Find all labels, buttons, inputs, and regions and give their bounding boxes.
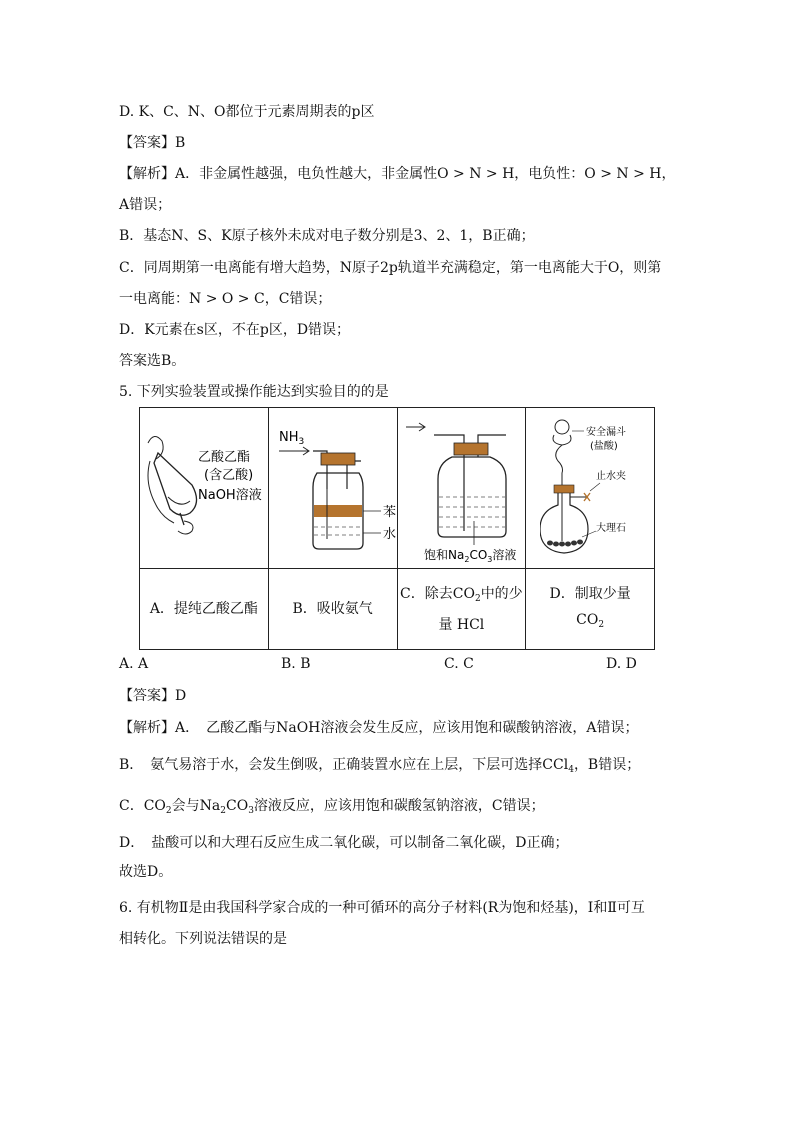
caption-d — [526, 569, 655, 650]
caption-c-text-end: 中的少 — [480, 585, 523, 602]
analysis-text: CO — [225, 798, 249, 814]
choice-a[interactable]: A. A — [119, 656, 149, 672]
caption-d-subscript: 2 — [598, 619, 605, 630]
fig-a-label-2: (含乙酸) — [204, 468, 254, 483]
fig-d-funnel-sub-label: (盐酸) — [590, 441, 618, 452]
fig-b-upper-label: 苯 — [382, 505, 396, 520]
q5-analysis-c — [119, 796, 545, 821]
analysis-text-end: ，B错误； — [573, 757, 641, 773]
fig-b-lower-label: 水 — [382, 527, 396, 542]
figure-c-cell — [397, 408, 526, 569]
q4-analysis-c-cont: 一电离能：N > O > C，C错误； — [119, 291, 332, 307]
answer-label: 【答案】 — [119, 135, 175, 151]
caption-b: B．吸收氨气 — [268, 569, 397, 650]
fig-b-gas-label: $NH_3$ — [278, 430, 304, 447]
q5-choices — [119, 656, 639, 676]
answer-value: D — [175, 688, 187, 704]
subscript: 4 — [568, 765, 574, 775]
analysis-label: 【解析】 — [119, 166, 175, 182]
fig-c-solution-label: 饱和$Na_2CO_3$溶液 — [423, 548, 516, 563]
co2-generator-figure — [540, 413, 640, 563]
answer-value: B — [175, 135, 186, 151]
caption-c-subscript: 2 — [474, 593, 481, 604]
analysis-text-end: 溶液反应，应该用饱和碳酸氢钠溶液，C错误； — [253, 798, 545, 814]
figure-d-cell — [526, 408, 655, 569]
separatory-funnel-figure — [140, 413, 268, 563]
analysis-text: 会与Na — [171, 798, 221, 814]
caption-c-line-2: 量 HCl — [438, 616, 485, 633]
q4-conclusion: 答案选B。 — [119, 353, 186, 369]
gas-absorption-bottle-figure — [269, 413, 409, 563]
q4-analysis-c: C．同周期第一电离能有增大趋势，N原子2p轨道半充满稳定，第一电离能大于O，则第 — [119, 260, 662, 276]
answer-label: 【答案】 — [119, 688, 175, 704]
subscript: 3 — [248, 806, 254, 816]
caption-c-text: C．除去CO — [400, 585, 475, 602]
figure-a-cell — [140, 408, 269, 569]
fig-a-label-3: NaOH溶液 — [198, 488, 262, 503]
fig-d-funnel-label: 安全漏斗 — [586, 427, 627, 438]
caption-c — [397, 569, 526, 650]
analysis-text: A．非金属性越强，电负性越大，非金属性O > N > H，电负性：O > N > H， — [175, 166, 676, 182]
q4-analysis-d: D．K元素在s区，不在p区，D错误； — [119, 322, 351, 338]
analysis-text: C．CO — [119, 798, 166, 814]
analysis-label: 【解析】 — [119, 720, 175, 736]
q4-option-d: D. K、C、N、O都位于元素周期表的p区 — [119, 104, 375, 120]
q5-answer — [119, 686, 186, 706]
q5-analysis-a — [119, 718, 639, 738]
q4-answer — [119, 133, 185, 153]
analysis-text: B． 氨气易溶于水，会发生倒吸，正确装置水应在上层，下层可选择CCl — [119, 757, 569, 773]
q5-stem: 5. 下列实验装置或操作能达到实验目的的是 — [119, 384, 389, 400]
figure-b-cell — [268, 408, 397, 569]
gas-washing-bottle-figure — [398, 413, 540, 563]
q4-analysis-b: B．基态N、S、K原子核外未成对电子数分别是3、2、1，B正确； — [119, 228, 535, 244]
choice-d[interactable]: D. D — [606, 656, 637, 672]
choice-b[interactable]: B. B — [281, 656, 311, 672]
subscript: 2 — [165, 806, 172, 816]
subscript: 2 — [220, 806, 226, 816]
q5-conclusion: 故选D。 — [119, 864, 173, 880]
fig-a-label-1: 乙酸乙酯 — [198, 450, 251, 465]
q5-analysis-d: D． 盐酸可以和大理石反应生成二氧化碳，可以制备二氧化碳，D正确； — [119, 835, 569, 851]
analysis-text: A． 乙酸乙酯与NaOH溶液会发生反应，应该用饱和碳酸钠溶液，A错误； — [175, 720, 639, 736]
fig-d-clamp-label: 止水夹 — [596, 471, 627, 482]
caption-d-line-2: CO — [576, 611, 599, 628]
apparatus-table — [139, 407, 655, 650]
caption-a: A．提纯乙酸乙酯 — [140, 569, 269, 650]
q4-analysis-a — [119, 164, 676, 184]
fig-d-solid-label: 大理石 — [596, 523, 627, 534]
q6-stem-line-1: 6. 有机物Ⅱ是由我国科学家合成的一种可循环的高分子材料(R为饱和烃基)，Ⅰ和Ⅱ可互 — [119, 900, 645, 916]
q6-stem-line-2: 相转化。下列说法错误的是 — [119, 931, 287, 947]
q4-analysis-a-cont: A错误； — [119, 197, 172, 213]
caption-d-line-1: D．制取少量 — [549, 585, 631, 602]
q5-analysis-b — [119, 755, 640, 780]
choice-c[interactable]: C. C — [444, 656, 474, 672]
